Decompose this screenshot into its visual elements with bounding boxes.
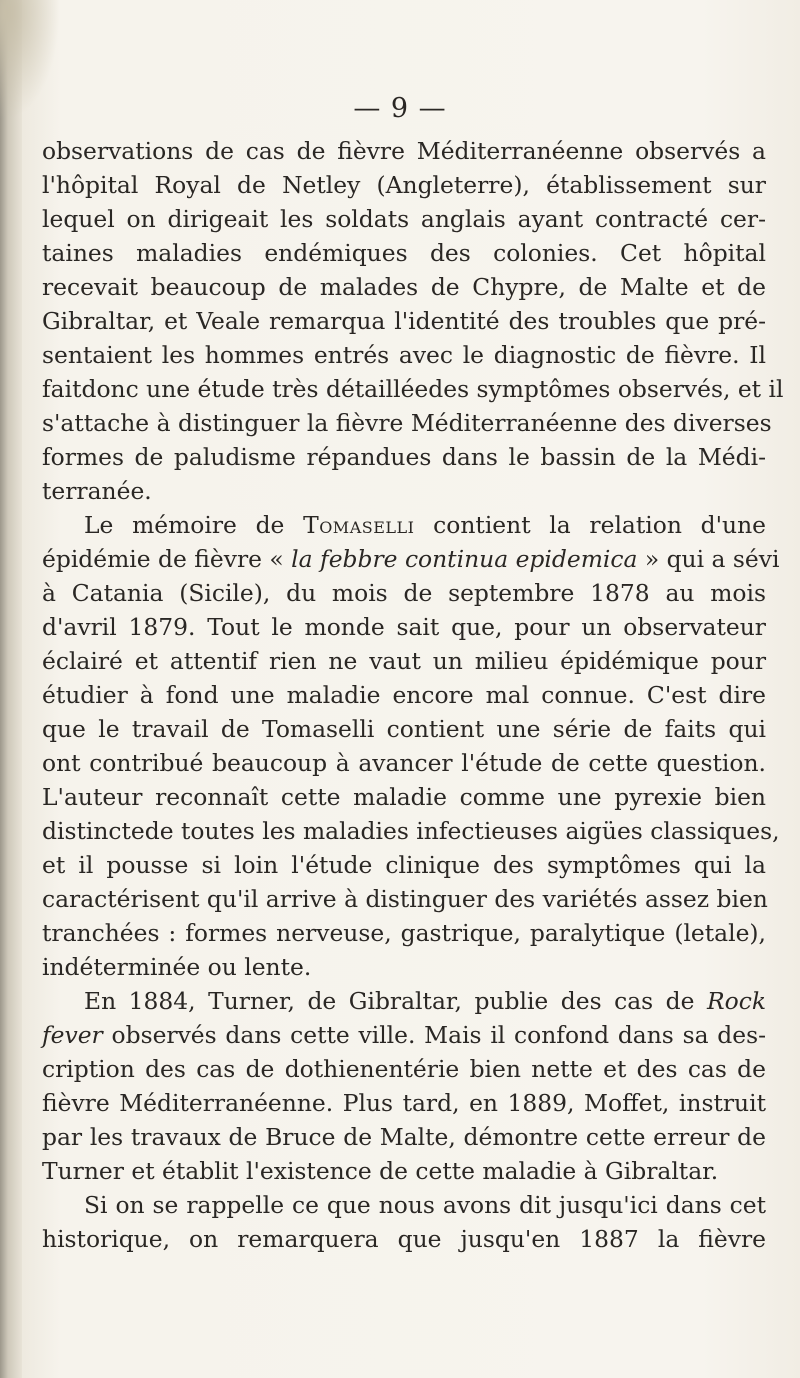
text-line: L'auteur reconnaît cette maladie comme une pyrexie bien xyxy=(42,783,766,811)
text-run: épidémie de fièvre « xyxy=(42,545,292,573)
text-line: recevait beaucoup de malades de Chypre, de Malte et de xyxy=(42,273,766,301)
text-line: caractérisent qu'il arrive à distinguer des variétés assez bien xyxy=(42,885,768,913)
text-line xyxy=(42,542,780,576)
text-line: terranée. xyxy=(42,477,152,505)
text-line: à Catania (Sicile), du mois de septembre 1878 au mois xyxy=(42,579,766,607)
text-line: Gibraltar, et Veale remarqua l'identité des troubles que pré- xyxy=(42,307,766,335)
text-line: formes de paludisme répandues dans le bassin de la Médi- xyxy=(42,443,766,471)
text-line: sentaient les hommes entrés avec le diagnostic de fièvre. Il xyxy=(42,341,766,369)
text-line: cription des cas de dothienentérie bien nette et des cas de xyxy=(42,1055,766,1083)
text-run: contient la relation d'une xyxy=(414,511,766,539)
text-line: historique, on remarquera que jusqu'en 1887 la fièvre xyxy=(42,1225,766,1253)
author-name: Tomaselli xyxy=(303,511,415,539)
text-line: faitdonc une étude très détailléedes symptômes observés, et il xyxy=(42,375,784,403)
text-line: étudier à fond une maladie encore mal connue. C'est dire xyxy=(42,681,766,709)
text-line xyxy=(42,1018,766,1052)
text-line: tranchées : formes nerveuse, gastrique, paralytique (letale), xyxy=(42,919,766,947)
text-line: que le travail de Tomaselli contient une série de faits qui xyxy=(42,715,766,743)
text-line: taines maladies endémiques des colonies. Cet hôpital xyxy=(42,239,766,267)
text-run: En 1884, Turner, de Gibraltar, publie des cas de xyxy=(84,987,708,1015)
italic-title: la febbre continua epidemica xyxy=(291,545,638,573)
text-line: distinctede toutes les maladies infectieuses aigües classiques, xyxy=(42,817,780,845)
text-line: Si on se rappelle ce que nous avons dit jusqu'ici dans cet xyxy=(84,1191,766,1219)
text-run: observés dans cette ville. Mais il confond dans sa des- xyxy=(102,1021,766,1049)
text-line: fièvre Méditerranéenne. Plus tard, en 1889, Moffet, instruit xyxy=(42,1089,766,1117)
text-line: d'avril 1879. Tout le monde sait que, pour un observateur xyxy=(42,613,766,641)
text-line: par les travaux de Bruce de Malte, démontre cette erreur de xyxy=(42,1123,766,1151)
page-number: — 9 — xyxy=(353,93,447,124)
text-line: indéterminée ou lente. xyxy=(42,953,312,981)
text-line: observations de cas de fièvre Méditerranéenne observés a xyxy=(42,137,766,165)
text-line: lequel on dirigeait les soldats anglais ayant contracté cer- xyxy=(42,205,766,233)
body-text xyxy=(42,134,784,1256)
text-run: » qui a sévi xyxy=(637,545,780,573)
italic-term: Rock xyxy=(707,987,766,1015)
text-line: l'hôpital Royal de Netley (Angleterre), établissement sur xyxy=(42,171,766,199)
italic-term: fever xyxy=(42,1021,103,1049)
text-line xyxy=(42,508,766,542)
text-run: Le mémoire de xyxy=(84,511,304,539)
page-binding-edge xyxy=(0,0,22,1378)
text-line: ont contribué beaucoup à avancer l'étude de cette question. xyxy=(42,749,766,777)
text-line: Turner et établit l'existence de cette maladie à Gibraltar. xyxy=(42,1157,719,1185)
text-line xyxy=(42,984,766,1018)
text-line: et il pousse si loin l'étude clinique des symptômes qui la xyxy=(42,851,766,879)
text-line: éclairé et attentif rien ne vaut un milieu épidémique pour xyxy=(42,647,766,675)
text-line: s'attache à distinguer la fièvre Méditerranéenne des diverses xyxy=(42,409,772,437)
